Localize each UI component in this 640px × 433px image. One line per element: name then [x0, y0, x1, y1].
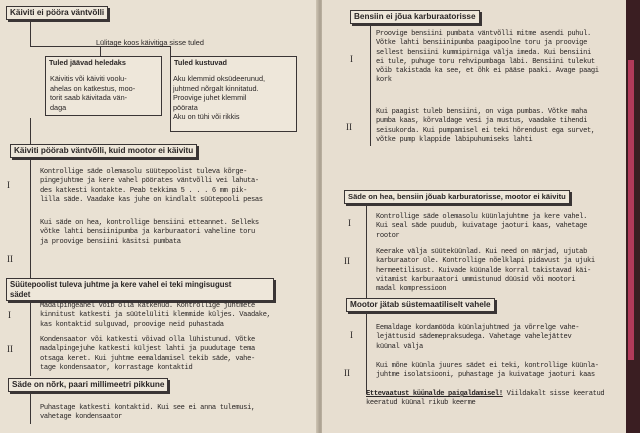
connector	[170, 46, 171, 56]
plug-warning	[366, 390, 604, 409]
spark-check-text: Kontrollige säde olemasolu süütepoolist tuleva kõrge- pingejuhtme ja kere vahel pöörates väntvõlli vei lahuta- des katkesti kontakte. Peab tekkima 5 . . . 6 mm pik- lilla säde. Vaadake kas juhe on kindlalt süütepooli pesas	[40, 168, 263, 204]
heading-text: Säde on hea, bensiin jõuab karburatorisse, mootor ei käivitu	[348, 192, 566, 201]
lights-dim-box	[45, 56, 162, 116]
heading-text: Käiviti pöörab väntvõlli, kuid mootor ei käivitu	[14, 146, 194, 155]
heading-no-fuel	[350, 10, 480, 24]
lights-off-text: Aku klemmid oksüdeerunud, juhtmed nõrgalt kinnitatud. Proovige juhet klemmil pöörata Aku on tühi või rikkis	[173, 74, 266, 121]
clean-contacts-text: Puhastage katkesti kontaktid. Kui see ei anna tulemusi, vahetage kondensaator	[40, 404, 255, 422]
heading-fuel-ok-no-start	[344, 190, 570, 204]
roman-numeral-one: I	[7, 180, 10, 190]
plug-warning-bold: Ettevaatust küünalde paigaldamisel!	[366, 390, 503, 398]
roman-numeral-two: II	[346, 122, 352, 132]
lights-dim-title: Tuled jäävad heledaks	[49, 58, 126, 67]
connector	[30, 160, 31, 278]
book-ribbon	[628, 60, 634, 360]
low-voltage-text: Madalpingeahel võib olla katkenud. Kontrollige juhtmete kinnitust katkesti ja süütelüliti klemmide küljes. Vaadake, kas kontaktid sulguvad, proovige neid puhastada	[40, 302, 271, 329]
heading-no-spark	[6, 278, 274, 301]
heading-starter-no-crank	[6, 6, 108, 20]
connector	[30, 118, 31, 144]
compare-leads-text: Eemaldage kordamööda küünlajuhtmed ja võrrelge vahe- lejättusid sädemepraksudega. Vahetage vahelejättev küünal välja	[376, 324, 580, 351]
roman-numeral-two: II	[344, 368, 350, 378]
heading-text: Bensiin ei jõua karburaatorisse	[354, 12, 476, 21]
roman-numeral-one: I	[8, 310, 11, 320]
lights-off-box	[170, 56, 297, 132]
lights-off-title: Tuled kustuvad	[174, 58, 227, 67]
left-page	[0, 0, 318, 433]
heading-misfire	[346, 298, 495, 312]
roman-numeral-one: I	[350, 54, 353, 64]
heading-text: Säde on nõrk, paari millimeetri pikkune	[12, 380, 165, 389]
connector	[30, 394, 31, 424]
connector	[30, 300, 31, 376]
heading-text: Süütepoolist tuleva juhtme ja kere vahel ei teki mingisugust sädet	[10, 280, 232, 299]
connector	[366, 314, 367, 394]
heading-text: Käiviti ei pööra väntvõlli	[10, 8, 105, 17]
lights-dim-text: Käivitis või käiviti voolu- ahelas on katkestus, moo- torit saab käivitada vän- daga	[50, 74, 136, 112]
heading-crank-no-start	[10, 144, 197, 158]
fuel-pump-repair-text: Kui paagist tuleb bensiini, on viga pumbas. Võtke maha pumba kaas, kõrvaldage vesi ja mustus, vaadake tihendi seisukorda. Kui pumpamisel ei teki hõrendust ega survet, võtke pump klappide läbipuhumiseks lahti	[376, 108, 595, 144]
check-insulation-text: Kui mõne küünla juures sädet ei teki, kontrollige küünla- juhtme isolatsiooni, puhastage ja kuivatage jaoturi kaas	[376, 362, 599, 380]
condenser-text: Kondensaator või katkesti võivad olla lühistunud. Võtke madalpingejuhe katkesti küljest lahti ja puudutage tema otsaga keret. Kui juhtme eemaldamisel tekib säde, vahe- tage kondensaator, korrastage kontaktid	[40, 336, 255, 372]
roman-numeral-two: II	[7, 254, 13, 264]
fuel-pump-test-text: Proovige bensiini pumbata väntvõlli mitme asendi puhul. Võtke lahti bensiinipumba paagipoolne toru ja proovige sellest bensiini kummipirniga välja imeda. Kui bensiini ei tule, puhuge toru rehvipumbaga läbi. Bensiini tulekut võib takistada ka see, et õhk ei pääse paaki. Avage paagi kork	[376, 30, 599, 85]
heading-weak-spark	[8, 378, 168, 392]
connector	[366, 206, 367, 306]
roman-numeral-two: II	[344, 256, 350, 266]
heading-text: Mootor jätab süstemaatiliselt vahele	[350, 300, 491, 309]
roman-numeral-one: I	[350, 330, 353, 340]
roman-numeral-one: I	[348, 218, 351, 228]
lights-note: Lülitage koos käivitiga sisse tuled	[96, 38, 204, 47]
connector	[100, 46, 101, 56]
roman-numeral-two: II	[7, 344, 13, 354]
ignition-lead-text: Kontrollige säde olemasolu küünlajuhtme ja kere vahel. Kui seal säde puudub, kuivatage jaoturi kaas, vahetage rootor	[376, 213, 587, 240]
fuel-check-text: Kui säde on hea, kontrollige bensiini etteannet. Selleks võtke lahti bensiinipumba ja karburaatori vaheline toru ja proovige bensiini käsitsi pumbata	[40, 219, 259, 246]
connector	[370, 26, 371, 146]
plug-warning-rest: Viildakalt sisse keeratud keeratud küünal rikub keerme	[366, 390, 605, 408]
spark-plugs-text: Keerake välja süüteküünlad. Kui need on märjad, ujutab karburaator üle. Kontrollige nõelklapi pidavust ja ujuki hermeetilisust. Kuivade küünalde korral takistavad käi- vitamist karburaatori ummistunud düüsid või mootori madal kompressioon	[376, 248, 595, 294]
connector	[30, 22, 31, 46]
right-page	[322, 0, 626, 433]
